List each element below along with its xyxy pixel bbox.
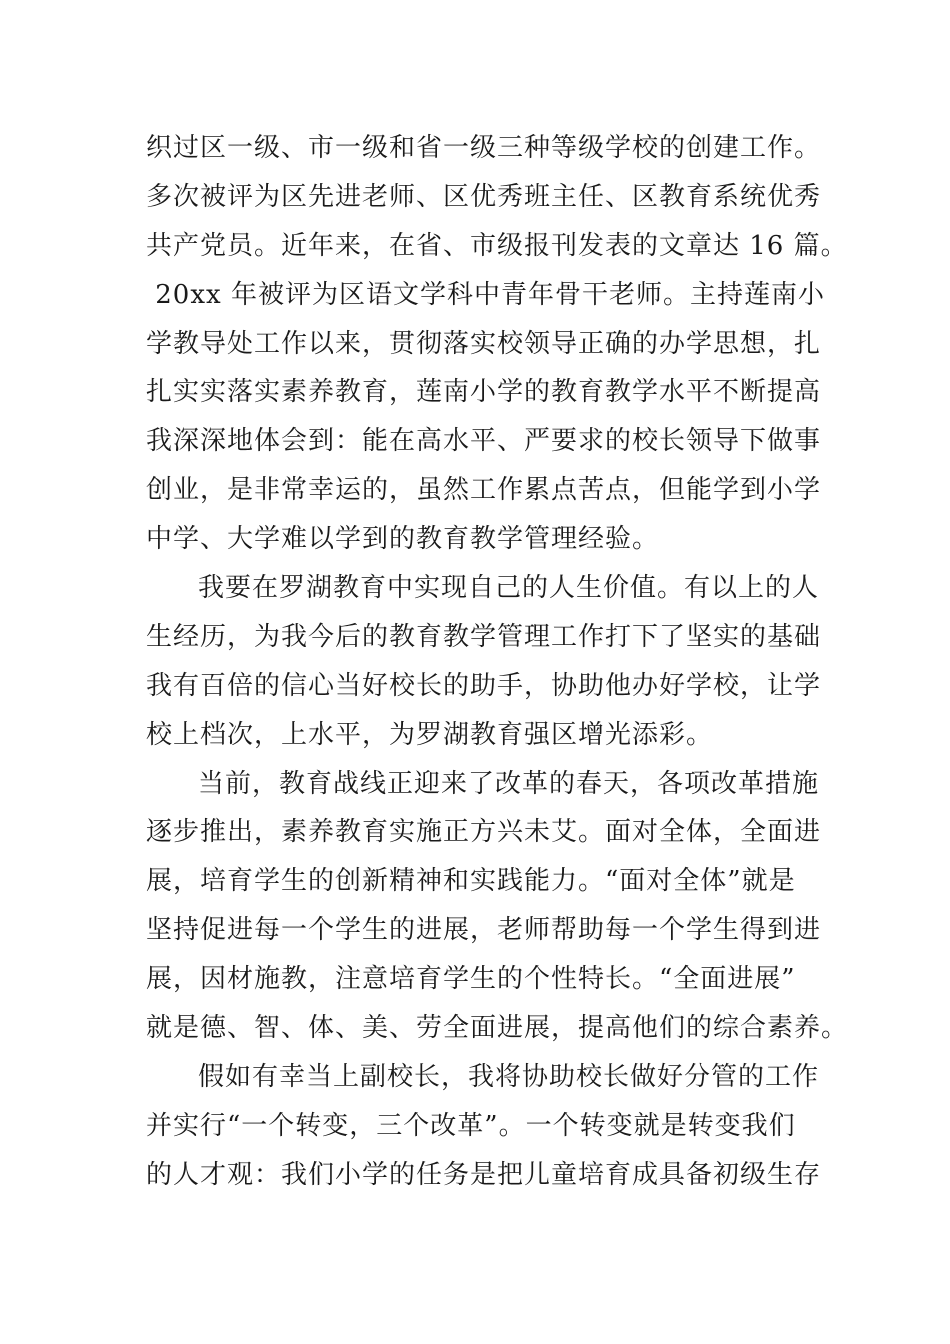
text-line: 坚持促进每一个学生的进展，老师帮助每一个学生得到进 <box>146 915 822 946</box>
text-line: 织过区一级、市一级和省一级三种等级学校的创建工作。 <box>146 133 822 163</box>
text-line: 共产党员。近年来，在省、市级报刊发表的文章达 16 篇。 <box>146 230 848 261</box>
text-line: 学教导处工作以来，贯彻落实校领导正确的办学思想，扎 <box>146 328 822 359</box>
text-line: 创业，是非常幸运的，虽然工作累点苦点，但能学到小学 <box>146 475 822 506</box>
text-line: 并实行“一个转变，三个改革”。一个转变就是转变我们 <box>146 1110 796 1141</box>
text-line: 我有百倍的信心当好校长的助手，协助他办好学校，让学 <box>146 670 822 701</box>
text-line: 生经历，为我今后的教育教学管理工作打下了坚实的基础 <box>146 621 822 652</box>
text-line: 逐步推出，素养教育实施正方兴未艾。面对全体，全面进 <box>146 817 822 848</box>
body-text <box>146 124 849 1200</box>
text-line: 多次被评为区先进老师、区优秀班主任、区教育系统优秀 <box>146 181 822 212</box>
paragraph-start-line: 我要在罗湖教育中实现自己的人生价值。有以上的人 <box>198 573 820 604</box>
paragraph-start-line: 当前，教育战线正迎来了改革的春天，各项改革措施 <box>198 768 820 799</box>
text-line: 的人才观：我们小学的任务是把儿童培育成具备初级生存 <box>146 1159 822 1190</box>
text-line: 扎实实落实素养教育，莲南小学的教育教学水平不断提高 <box>146 377 822 408</box>
text-line: 中学、大学难以学到的教育教学管理经验。 <box>146 524 660 555</box>
text-line: 我深深地体会到：能在高水平、严要求的校长领导下做事 <box>146 426 822 457</box>
text-line: 校上档次，上水平，为罗湖教育强区增光添彩。 <box>146 719 714 750</box>
text-line: 就是德、智、体、美、劳全面进展，提高他们的综合素养。 <box>146 1013 849 1044</box>
paragraph-start-line: 假如有幸当上副校长，我将协助校长做好分管的工作 <box>198 1061 820 1092</box>
text-line: 20xx 年被评为区语文学科中青年骨干老师。主持莲南小 <box>146 279 825 310</box>
text-line: 展，因材施教，注意培育学生的个性特长。“全面进展” <box>146 964 796 995</box>
text-line: 展，培育学生的创新精神和实践能力。“面对全体”就是 <box>146 866 796 897</box>
